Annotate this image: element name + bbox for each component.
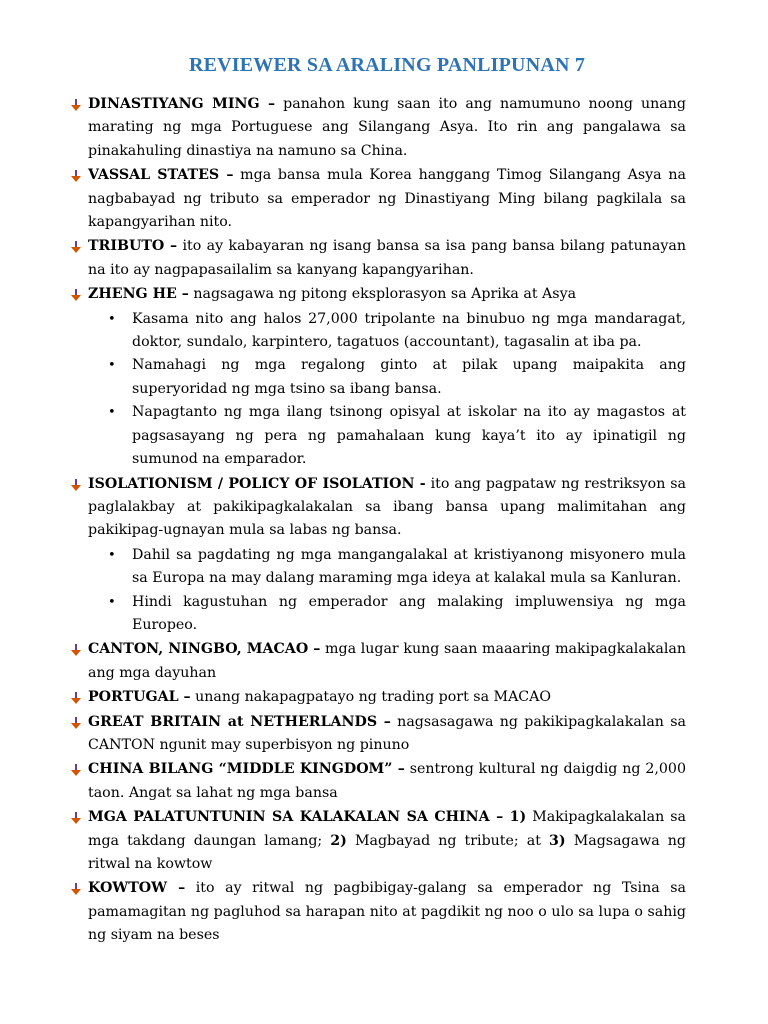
entry-definition: Magsagawa ng ritwal na kowtow [88, 832, 686, 872]
list-item [108, 354, 686, 401]
bullet-dot-icon: • [108, 311, 116, 327]
rule-number-3: 3) [549, 832, 566, 849]
arrow-bullet-icon [71, 289, 81, 301]
list-item [108, 591, 686, 638]
bullet-dot-icon: • [108, 405, 116, 421]
entry-middle-kingdom [88, 758, 686, 805]
entry-term: MGA PALATUNTUNIN SA KALAKALAN SA CHINA – 1) [88, 809, 527, 826]
list-item-text: Namahagi ng mga regalong ginto at pilak upang maipakita ang superyoridad ng mga tsino sa ibang bansa. [132, 357, 686, 397]
arrow-bullet-icon [71, 99, 81, 111]
arrow-bullet-icon [71, 241, 81, 253]
entry-term: ZHENG HE – [88, 286, 189, 303]
list-item-text: Hindi kagustuhan ng emperador ang malaking impluwensiya ng mga Europeo. [132, 593, 686, 633]
entry-portugal [88, 686, 686, 709]
entry-definition: unang nakapagpatayo ng trading port sa MACAO [190, 689, 552, 706]
entry-definition: mga bansa mula Korea hanggang Timog Silangang Asya na nagbabayad ng tributo sa emperador ng Dinastiyang Ming bilang pagkilala sa kapangyarihan nito. [88, 167, 686, 231]
arrow-bullet-icon [71, 764, 81, 776]
entry-definition: nagsagawa ng pitong eksplorasyon sa Aprika at Asya [188, 286, 577, 303]
entry-kowtow [88, 877, 686, 947]
entry-palatuntunin [88, 806, 686, 876]
entry-definition: panahon kung saan ito ang namumuno noong unang marating ng mga Portuguese ang Silangang Asya. Ito rin ang pangalawa sa pinakahuling dinastiya na namuno sa China. [88, 96, 686, 159]
entry-term: CHINA BILANG “MIDDLE KINGDOM” – [88, 761, 405, 778]
entry-definition: Magbayad ng tribute; at [346, 832, 550, 849]
entry-great-britain-netherlands [88, 711, 686, 758]
entry-term: VASSAL STATES – [88, 167, 234, 184]
entry-canton-ningbo-macao [88, 638, 686, 685]
entry-term: KOWTOW – [88, 880, 186, 897]
entry-definition: Makipagkalakalan sa mga takdang daungan lamang; [88, 809, 686, 849]
page-title: REVIEWER SA ARALING PANLIPUNAN 7 [188, 54, 586, 76]
arrow-bullet-icon [71, 644, 81, 656]
entry-tributo [88, 235, 686, 282]
bullet-dot-icon: • [108, 594, 116, 610]
entry-term: CANTON, NINGBO, MACAO – [88, 641, 321, 658]
list-item [108, 308, 686, 355]
list-item [108, 544, 686, 591]
entry-definition: ito ay ritwal ng pagbibigay-galang sa emperador ng Tsina sa pamamagitan ng pagluhod sa harapan nito at pagdikit ng noo o ulo sa lupa o sahig ng siyam na beses [88, 880, 686, 944]
bullet-dot-icon: • [108, 358, 116, 374]
entry-definition: ito ang pagpataw ng restriksyon sa paglalakbay at pakikipagkalakalan sa ibang bansa upang malimitahan ang pakikipag-ugnayan mula sa labas ng bansa. [88, 475, 686, 539]
isolation-sublist [88, 544, 686, 638]
entry-definition: sentrong kultural ng daigdig ng 2,000 taon. Angat sa lahat ng mga bansa [88, 761, 686, 801]
entry-definition: mga lugar kung saan maaaring makipagkalakalan ang mga dayuhan [88, 641, 686, 681]
list-item-text: Dahil sa pagdating ng mga mangangalakal at kristiyanong misyonero mula sa Europa na may dalang maraming mga ideya at kalakal mula sa Kanluran. [132, 546, 686, 587]
entry-dinastiyang-ming [88, 93, 686, 163]
arrow-bullet-icon [71, 717, 81, 729]
bullet-dot-icon: • [108, 547, 116, 563]
entry-vassal-states [88, 164, 686, 234]
list-item-text: Napagtanto ng mga ilang tsinong opisyal at iskolar na ito ay magastos at pagsasayang ng pera ng pamahalaan kung kaya’t ito ay ipinatigil ng sumunod na emparador. [132, 404, 686, 468]
list-item-text: Kasama nito ang halos 27,000 tripolante na binubuo ng mga mandaragat, doktor, sundalo, karpintero, tagatuos (accountant), tagasalin at iba pa. [132, 310, 686, 351]
rule-number-2: 2) [330, 832, 347, 849]
zheng-he-sublist [88, 308, 686, 472]
entry-definition: ito ay kabayaran ng isang bansa sa isa pang bansa bilang patunayan na ito ay nagpapasailalim sa kanyang kapangyarihan. [88, 238, 686, 278]
entry-definition: nagsasagawa ng pakikipagkalakalan sa CANTON ngunit may superbisyon ng pinuno [88, 713, 686, 753]
arrow-bullet-icon [71, 479, 81, 491]
arrow-bullet-icon [71, 170, 81, 182]
entry-term: GREAT BRITAIN at NETHERLANDS – [88, 713, 391, 730]
arrow-bullet-icon [71, 692, 81, 704]
entry-isolationism [88, 473, 686, 543]
arrow-bullet-icon [71, 812, 81, 824]
entry-term: ISOLATIONISM / POLICY OF ISOLATION - [88, 475, 426, 492]
entry-zheng-he [88, 283, 686, 306]
entry-term: PORTUGAL – [88, 689, 191, 706]
arrow-bullet-icon [71, 883, 81, 895]
entry-term: TRIBUTO – [88, 238, 178, 255]
entry-term: DINASTIYANG MING – [88, 96, 276, 112]
list-item [108, 401, 686, 471]
